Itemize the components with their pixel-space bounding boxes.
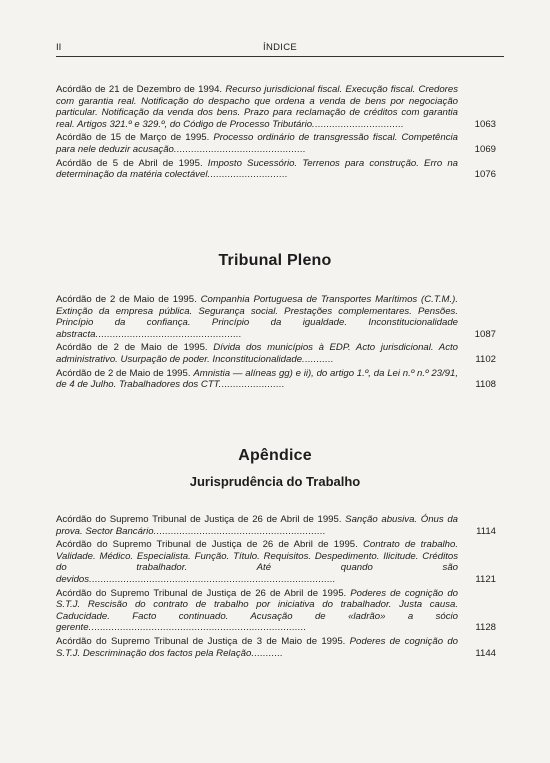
index-entry: Acórdão do Supremo Tribunal de Justiça de 3 de Maio de 1995. Poderes de cognição do S.T.J. Descriminação dos factos pela Relação........... 1144 <box>56 635 496 659</box>
entries-group-3 <box>56 514 496 661</box>
index-entry: Acórdão de 2 de Maio de 1995. Companhia Portuguesa de Transportes Marítimos (C.T.M.). Extinção da empresa pública. Segurança social. Prestações complementares. Pensões. Princípio da confiança. Princípio da igualdade. Inconstitucionalidade abstracta................................................... 1087 <box>56 294 496 340</box>
index-entry: Acórdão do Supremo Tribunal de Justiça de 26 de Abril de 1995. Sanção abusiva. Ónus da prova. Sector Bancário............................................................ 1114 <box>56 514 496 537</box>
entry-page-number: 1144 <box>475 647 496 659</box>
entry-page-number: 1128 <box>475 622 496 634</box>
section-subtitle: Jurisprudência do Trabalho <box>189 474 361 489</box>
page-header <box>56 40 504 57</box>
entry-page-number: 1121 <box>475 573 496 585</box>
index-entry: Acórdão do Supremo Tribunal de Justiça de 26 de Abril de 1995. Contrato de trabalho. Validade. Médico. Especialista. Função. Título. Requisitos. Despedimento. Ilicitude. Créditos do trabalhador. Até quando são devidos...................................................................................... 1121 <box>56 539 496 585</box>
index-entry: Acórdão de 2 de Maio de 1995. Amnistia — alíneas gg) e ii), do artigo 1.º, da Lei n.º n.º 23/91, de 4 de Julho. Trabalhadores dos CTT....................... 1108 <box>56 367 496 391</box>
entry-page-number: 1102 <box>475 353 496 365</box>
page-number: II <box>56 42 62 53</box>
section-title-tribunal-pleno: Tribunal Pleno <box>218 252 332 269</box>
entry-page-number: 1069 <box>474 143 496 155</box>
index-entry: Acórdão de 2 de Maio de 1995. Dívida dos municípios à EDP. Acto jurisdicional. Acto administrativo. Usurpação de poder. Inconstitucionalidade........... 1102 <box>56 342 496 365</box>
entry-page-number: 1114 <box>476 525 496 537</box>
section-title-apendice: Apêndice <box>238 447 312 464</box>
entry-page-number: 1108 <box>475 379 496 391</box>
entry-page-number: 1063 <box>474 118 496 130</box>
index-entry: Acórdão do Supremo Tribunal de Justiça de 26 de Abril de 1995. Poderes de cognição do S.T.J. Rescisão do contrato de trabalho por iniciativa do trabalhador. Justa causa. Caducidade. Facto continuado. Acusação de «ladrão» a sócio gerente............................................................................ 1128 <box>56 587 496 634</box>
header-title: ÍNDICE <box>263 42 297 53</box>
entries-group-2 <box>56 294 496 393</box>
index-entry: Acórdão de 5 de Abril de 1995. Imposto Sucessório. Terrenos para construção. Erro na determinação da matéria colectável............................ 1076 <box>56 157 496 181</box>
index-entry: Acórdão de 21 de Dezembro de 1994. Recurso jurisdicional fiscal. Execução fiscal. Credores com garantia real. Notificação do despacho que ordena a venda de bens por negociação particular. Notificação da venda dos bens. Prazo para reclamação de créditos com garantia real. Artigos 321.º e 329.º, do Código de Processo Tributário................................ 1063 <box>56 84 496 130</box>
entry-page-number: 1087 <box>474 328 496 340</box>
index-entry: Acórdão de 15 de Março de 1995. Processo ordinário de transgressão fiscal. Competência para nele deduzir acusação.............................................. 1069 <box>56 132 496 155</box>
entries-group-1 <box>56 84 496 183</box>
entry-page-number: 1076 <box>474 169 496 181</box>
